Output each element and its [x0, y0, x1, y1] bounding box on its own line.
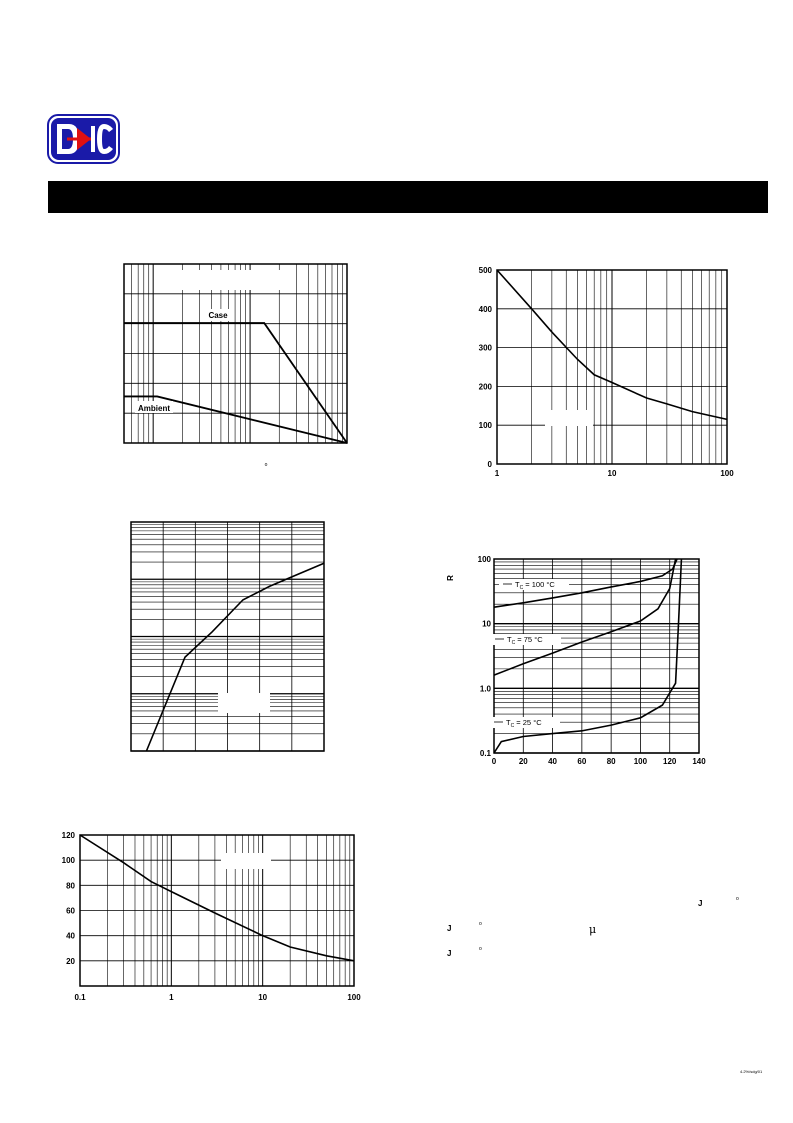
y-tick-label: 10 — [482, 619, 491, 629]
x-tick-label: 60 — [577, 757, 587, 766]
y-axis-label: R — [446, 575, 455, 581]
series-label-case: Case — [208, 311, 228, 320]
y-tick-label: 400 — [478, 304, 492, 314]
note-line2-deg: o — [479, 921, 482, 927]
title-bar — [48, 181, 768, 213]
label-mask — [221, 853, 271, 869]
series-label: $T_C = 25$ °C — [506, 718, 542, 729]
series-label: $T_C = 100$ °C — [515, 580, 555, 591]
note-line1-sub: J — [698, 899, 703, 908]
x-tick-label: 40 — [548, 757, 558, 766]
x-tick-label: 1 — [169, 993, 174, 1002]
label-mask — [218, 693, 270, 713]
note-line3-sub: J — [447, 949, 452, 958]
x-tick-label: 0 — [491, 757, 497, 766]
chart-surge-current — [55, 825, 365, 1010]
y-tick-label: 120 — [61, 831, 75, 840]
x-tick-label: 10 — [258, 993, 268, 1002]
chart-forward-characteristic — [120, 515, 340, 760]
chart-temperature-derating — [100, 255, 380, 485]
y-tick-label: 40 — [66, 931, 75, 941]
x-tick-label: 100 — [720, 469, 734, 478]
y-tick-label: 0.1 — [479, 749, 491, 758]
y-tick-label: 200 — [478, 382, 492, 392]
note-line3-deg: o — [479, 946, 482, 952]
x-tick-label: 0.1 — [74, 993, 86, 1002]
y-tick-label: 100 — [61, 856, 75, 866]
y-tick-label: 20 — [66, 956, 75, 966]
x-tick-label: 100 — [347, 993, 361, 1002]
x-tick-label: 100 — [633, 757, 648, 766]
label-mask — [545, 410, 593, 426]
x-tick-label: 1 — [494, 469, 500, 478]
x-tick-label: 140 — [692, 757, 706, 766]
label-mask — [168, 270, 280, 290]
note-line2-mu: μ — [589, 923, 597, 936]
note-line1-deg: o — [736, 896, 739, 902]
y-tick-label: 300 — [478, 343, 492, 353]
y-tick-label: 0 — [487, 460, 492, 469]
series-label-ambient: Ambient — [138, 404, 170, 413]
chart-reverse-leakage — [445, 550, 715, 770]
y-tick-label: 1.0 — [479, 684, 491, 694]
dic-logo — [47, 114, 120, 164]
x-tick-label: 80 — [606, 757, 616, 766]
degree-mark: o — [264, 462, 268, 468]
y-tick-label: 60 — [66, 906, 75, 916]
x-tick-label: 120 — [663, 757, 677, 766]
x-tick-label: 20 — [518, 757, 528, 766]
x-tick-label: 10 — [607, 469, 617, 478]
y-tick-label: 500 — [478, 266, 492, 275]
note-line2-sub: J — [447, 924, 452, 933]
footer-code: 4.2%/sdg/01 — [740, 1069, 763, 1074]
series-label: $T_C = 75$ °C — [507, 635, 543, 646]
y-tick-label: 100 — [478, 421, 492, 431]
chart-capacitance — [470, 260, 740, 482]
y-tick-label: 100 — [477, 555, 491, 564]
y-tick-label: 80 — [66, 881, 75, 891]
